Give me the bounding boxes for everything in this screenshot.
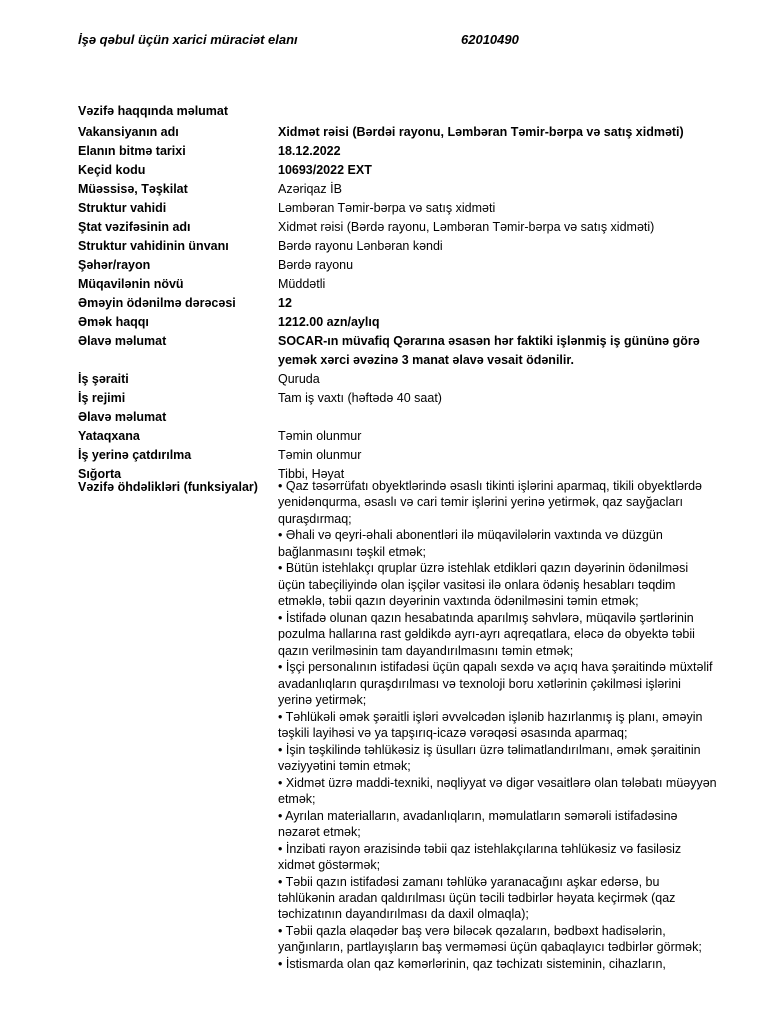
section-title: Vəzifə haqqında məlumat: [78, 104, 229, 118]
info-label: Yataqxana: [78, 429, 140, 443]
info-label: Sığorta: [78, 467, 122, 481]
info-label: İş rejimi: [78, 391, 126, 405]
duty-item: • Təbii qazla əlaqədər baş verə biləcək qəzaların, bədbəxt hadisələrin, yanğınların, partlayışların baş verməməsi üçün qabaqlayıcı tədbirlər görmək;: [278, 924, 702, 955]
info-value: Xidmət rəisi (Bərdə rayonu, Ləmbəran Təmir-bərpa və satış xidməti): [278, 220, 655, 234]
info-label: İş yerinə çatdırılma: [78, 448, 192, 462]
duty-item: • Ayrılan materialların, avadanlıqların, məmulatların səmərəli istifadəsinə nəzarət etmək;: [278, 808, 678, 840]
duty-item: • İstifadə olunan qazın hesabatında aparılmış səhvlərə, müqavilə şərtlərinin pozulma hallarına rast gəldikdə ayrı-ayrı aqreqatlara, eləcə də obyektə təbii qazın verilməsinin tam dayandırılmasını təmin etmək;: [278, 610, 695, 658]
info-value: Ləmbəran Təmir-bərpa və satış xidməti: [278, 201, 496, 215]
info-label: Müqavilənin növü: [78, 277, 184, 291]
info-row: [78, 389, 718, 408]
info-label: Struktur vahidi: [78, 201, 167, 215]
duty-item: • İnzibati rayon ərazisində təbii qaz istehlakçılarına təhlükəsiz və fasiləsiz xidmət göstərmək;: [278, 841, 682, 873]
info-row: [78, 427, 718, 446]
info-row: [78, 142, 718, 161]
info-value: 1212.00 azn/aylıq: [278, 315, 380, 329]
duty-item: • Təhlükəli əmək şəraitli işləri əvvəlcədən işlənib hazırlanmış iş planı, əməyin təşkili layihəsi və ya tapşırıq-icazə vərəqəsi əsasında aparmaq;: [278, 709, 703, 741]
info-value: Bərdə rayonu: [278, 258, 354, 272]
duties-section: [78, 478, 718, 973]
info-row: [78, 332, 718, 370]
document-header: [78, 32, 698, 50]
duty-item: • Qaz təsərrüfatı obyektlərində əsaslı tikinti işlərini aparmaq, tikili obyektlərdə yenidənqurma, əsaslı və cari təmir işlərini yerinə yetirmək, qaz sayğacları quraşdırmaq;: [278, 479, 703, 526]
info-label: Əlavə məlumat: [78, 410, 167, 424]
duty-item: • İstismarda olan qaz kəmərlərinin, qaz təchizatı sisteminin, cihazların,: [278, 957, 666, 972]
duty-item: • Əhali və qeyri-əhali abonentləri ilə müqavilələrin vaxtında və düzgün bağlanmasını təşkil etmək;: [278, 528, 663, 559]
info-label: Əmək haqqı: [78, 315, 149, 329]
info-row: [78, 161, 718, 180]
info-row: [78, 446, 718, 465]
info-label: Struktur vahidinin ünvanı: [78, 239, 229, 253]
info-row: [78, 408, 718, 427]
info-value: Quruda: [278, 372, 320, 386]
info-value: Tibbi, Həyat: [278, 467, 345, 481]
duty-item: • İşçi personalının istifadəsi üçün qapalı sexdə və açıq hava şəraitində müxtəlif avadanlıqların quraşdırılması və texnoloji boru xətlərinin çəkilməsi işlərini yerinə yetirmək;: [278, 660, 713, 708]
info-label: Keçid kodu: [78, 163, 146, 177]
info-table: [78, 123, 718, 484]
info-value: 12: [278, 296, 292, 310]
info-row: [78, 313, 718, 332]
info-label: Vakansiyanın adı: [78, 125, 179, 139]
info-value: Müddətli: [278, 277, 326, 291]
info-row: [78, 199, 718, 218]
info-row: [78, 370, 718, 389]
duties-list: [278, 478, 718, 973]
duties-label: Vəzifə öhdəlikləri (funksiyalar): [78, 480, 258, 494]
info-label: Müəssisə, Təşkilat: [78, 182, 188, 196]
announcement-code: 62010490: [461, 32, 519, 47]
duty-item: • Bütün istehlakçı qruplar üzrə istehlak etdikləri qazın dəyərinin ödənilməsi üçün tabeçiliyində olan işçilər vasitəsi ilə onlara ödəniş hesabları təqdim etməklə, təbii qazın dəyərinin vaxtında ödənilməsini təmin etmək;: [278, 561, 689, 609]
info-label: Əməyin ödənilmə dərəcəsi: [78, 296, 236, 310]
info-value: [278, 408, 718, 427]
info-value: Bərdə rayonu Lənbəran kəndi: [278, 239, 443, 253]
duty-item: • Xidmət üzrə maddi-texniki, nəqliyyat və digər vəsaitlərə olan tələbatı müəyyən etmək;: [278, 775, 717, 807]
info-row: [78, 275, 718, 294]
info-value: 18.12.2022: [278, 144, 341, 158]
duty-item: • İşin təşkilində təhlükəsiz iş üsulları üzrə təlimatlandırılmanı, əmək şəraitinin vəziyyətini təmin etmək;: [278, 742, 701, 774]
info-value: Xidmət rəisi (Bərdəi rayonu, Ləmbəran Təmir-bərpa və satış xidməti): [278, 125, 684, 139]
info-label: Elanın bitmə tarixi: [78, 144, 186, 158]
info-label: İş şəraiti: [78, 372, 129, 386]
announcement-title: İşə qəbul üçün xarici müraciət elanı: [78, 32, 298, 47]
info-label: Şəhər/rayon: [78, 258, 151, 272]
info-value: Azəriqaz İB: [278, 182, 342, 196]
info-value: Təmin olunmur: [278, 429, 362, 443]
info-value: SOCAR-ın müvafiq Qərarına əsasən hər faktiki işlənmiş iş gününə görə yemək xərci əvəzinə 3 manat əlavə vəsait ödənilir.: [278, 334, 700, 367]
info-value: Təmin olunmur: [278, 448, 362, 462]
info-row: [78, 123, 718, 142]
info-value: 10693/2022 EXT: [278, 163, 372, 177]
duty-item: • Təbii qazın istifadəsi zamanı təhlükə yaranacağını aşkar edərsə, bu təhlükənin aradan qaldırılması üçün təcili tədbirlər həyata keçirmək (qaz təchizatının dayandırılması da daxil olmaqla);: [278, 874, 676, 922]
info-row: [78, 237, 718, 256]
info-row: [78, 294, 718, 313]
info-label: Əlavə məlumat: [78, 334, 167, 348]
info-row: [78, 180, 718, 199]
info-value: Tam iş vaxtı (həftədə 40 saat): [278, 391, 442, 405]
info-row: [78, 256, 718, 275]
info-label: Ştat vəzifəsinin adı: [78, 220, 191, 234]
info-row: [78, 218, 718, 237]
